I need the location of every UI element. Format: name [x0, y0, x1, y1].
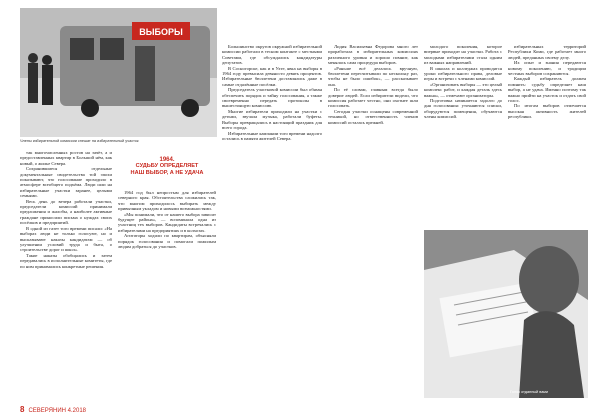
paragraph: так многочисленных ростов на зачёт, а и предоставленных квартир в Большой нём, как новый, о жилье Севера. [20, 150, 112, 166]
paragraph: молодого поколения, которое впервые приходит на участки. Работа с молодыми избирателями стала одним из важных направлений. [424, 44, 502, 66]
text-column-3 [222, 44, 322, 398]
text-column-6 [508, 44, 586, 244]
paragraph: Каждый избиратель должен помнить: судьбу определяет наш выбор, а не удача. Именно поэтому так важно прийти на участок и отдать свой голос. [508, 76, 586, 104]
page-number: 8 [20, 405, 25, 414]
paragraph: «Раньше всё делалось вручную, бюллетени пересчитывали по нескольку раз, чтобы не было ошибок», — рассказывает она. [328, 65, 418, 87]
paragraph: избирательных территорий Республики Коми, где работает много людей, преданных своему делу. [508, 44, 586, 60]
paragraph: Сегодня участки оснащены современной техникой, но ответственность членов комиссий осталась прежней. [328, 108, 418, 125]
vybory-sign: ВЫБОРЫ [139, 27, 183, 37]
article-headline [118, 157, 216, 176]
magazine-name: СЕВЕРЯНИН 4.2018 [28, 408, 86, 414]
headline-year: 1964. [159, 157, 175, 163]
paragraph: Лидия Васильевна Федорова много лет проработала в избирательных комиссиях различного уровня и хорошо помнит, как менялась сама процедура выборов. [328, 44, 418, 66]
paragraph: «Организовать выборы — это целый комплекс работ, и каждая деталь здесь важна», — отмечают организаторы. [424, 81, 502, 98]
page-footer [20, 405, 86, 414]
paragraph: Многие избиратели приходили на участки с детьми, звучала музыка, работали буфеты. Выборы превращались в настоящий праздник для всего города. [222, 108, 322, 131]
photo1-caption: Члены избирательной комиссии спешат на избирательный участок [20, 139, 139, 143]
paragraph: Председатель участковой комиссии был обязан обеспечить порядок и тайну голосования, а также своевременно передать протоколы в вышестоящую комиссию. [222, 87, 322, 109]
paragraph: По итогам выборов отмечается высокая активность жителей республики. [508, 103, 586, 120]
paragraph: Их опыт и знания передаются новому поколению, и традиции честных выборов сохраняются. [508, 60, 586, 77]
paragraph: Большинство округов окружной избирательной комиссии работали в тесном контакте с местными Советами, где обсуждались кандидатуры депутатов. [222, 44, 322, 66]
text-column-5 [424, 44, 502, 224]
photo2-caption: Голос отданный вами [510, 390, 549, 394]
paragraph: Подготовка начинается задолго до дня голосования: уточняются списки, оборудуются помещения, обучаются члены комиссий. [424, 98, 502, 120]
paragraph: «Мы понимали, что от нашего выбора зависит будущее района», — вспоминала одна из участниц тех выборов. Кандидаты встречались с избирателями на предприятиях и в колхозах. [118, 211, 216, 233]
paragraph: 1964 год был непростым для избирателей северного края. Обстоятельства сложились так, что многим приходилось выбирать между привычным укладом и новыми возможностями. [118, 190, 216, 212]
text-column-1 [20, 150, 112, 398]
paragraph: Сохранившиеся отдельные документальные свидетельства той эпохи показывают, что голосование проходило в атмосфере всеобщего подъёма. Люди шли на избирательные участки заранее, целыми семьями. [20, 166, 112, 199]
paragraph: Избирательные кампании того времени надолго остались в памяти жителей Севера. [222, 130, 322, 141]
headline-line-2: НАШ ВЫБОР, А НЕ УДАЧА [130, 169, 204, 176]
text-column-4 [328, 44, 418, 224]
paragraph: Такие наказы обобщались и затем передавались в исполнительные комитеты, где по ним принимались конкретные решения. [20, 252, 112, 269]
ballot-box-photo [424, 230, 588, 398]
text-column-2 [118, 190, 216, 398]
election-bus-image [20, 8, 217, 137]
paragraph: По её словам, главным всегда было доверие людей. Если избиратели видели, что комиссия работает честно, они охотнее шли голосовать. [328, 87, 418, 109]
paragraph: Агитаторы ходили по квартирам, объясняли порядок голосования и помогали пожилым людям добраться до участков. [118, 233, 216, 250]
ballot-box-image [424, 230, 588, 398]
headline-line-1: СУДЬБУ ОПРЕДЕЛЯЕТ [135, 163, 199, 169]
election-bus-photo [20, 8, 217, 137]
paragraph: В Сосногорске, как и в Ухте, явка на выборы в 1964 году превысила девяносто девять процентов. Избирательные бюллетени доставлялись даже в самые отдалённые посёлки. [222, 65, 322, 87]
paragraph: В одной из газет того времени писали: «На выборах люди не только голосуют, но и высказывают наказы кандидатам — об улучшении условий труда и быта, о строительстве дорог и школ». [20, 225, 112, 253]
paragraph: Весь день до вечера работали участки, председатели комиссий принимали предложения и жалобы, а наиболее активные граждане приносили письма о нуждах своих посёлков и предприятий. [20, 198, 112, 226]
paragraph: В школах и колледжах проводятся уроки избирательного права, деловые игры и встречи с членами комиссий. [424, 65, 502, 82]
